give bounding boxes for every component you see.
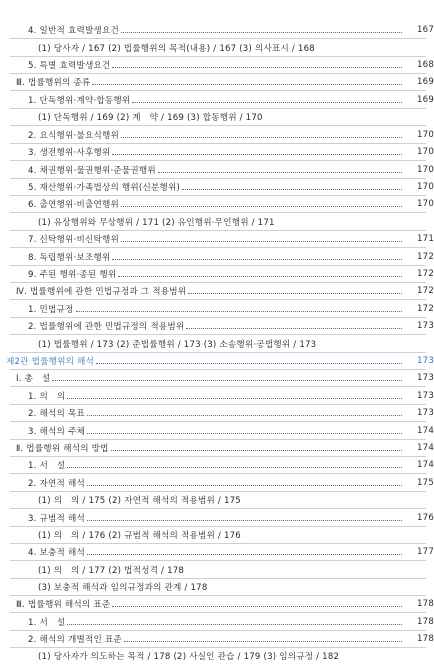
- divider: [10, 439, 426, 440]
- toc-section: [0, 441, 434, 455]
- toc-subentry-text: (3) 보충적 해석과 임의규정과의 관계 / 178: [38, 583, 208, 593]
- toc-entry-page: 178: [416, 634, 434, 644]
- leader-dots: [158, 172, 402, 173]
- toc-entry-page: 171: [416, 234, 434, 244]
- toc-entry-page: 172: [416, 304, 434, 314]
- toc-entry: [0, 424, 434, 438]
- toc-entry-title: 8. 독립행위·보조행위: [28, 253, 111, 263]
- leader-dots: [121, 32, 402, 33]
- toc-subentry-text: (1) 의 의 / 175 (2) 자연적 해석의 적용범위 / 175: [38, 496, 241, 506]
- divider: [10, 334, 426, 335]
- toc-entry-page: 170: [416, 182, 434, 192]
- toc-entry-title: 3. 생전행위·사후행위: [28, 148, 111, 158]
- toc-subentry: [0, 337, 434, 351]
- toc-entry-page: 170: [416, 199, 434, 209]
- toc-subentry-text: (1) 당사자가 의도하는 목적 / 178 (2) 사실인 관습 / 179 (3) 임의규정 / 182: [38, 652, 340, 662]
- divider: [10, 595, 426, 596]
- toc-chapter-title: 제2관 법률행위의 해석: [6, 357, 95, 367]
- toc-entry: [0, 250, 434, 264]
- leader-dots: [111, 450, 402, 451]
- divider: [10, 386, 426, 387]
- leader-dots: [112, 67, 402, 68]
- divider: [10, 491, 426, 492]
- toc-subentry-text: (1) 의 의 / 176 (2) 규범적 해석의 적용범위 / 176: [38, 531, 241, 541]
- leader-dots: [118, 276, 402, 277]
- toc-entry-title: 4. 보충적 해석: [28, 548, 85, 558]
- divider: [10, 543, 426, 544]
- toc-entry-title: 5. 특별 효력발생요건: [28, 61, 111, 71]
- toc-entry: [0, 545, 434, 559]
- divider: [10, 195, 426, 196]
- divider: [10, 317, 426, 318]
- toc-entry: [0, 511, 434, 525]
- divider: [10, 508, 426, 509]
- toc-entry-title: 9. 주된 행위·종된 행위: [28, 270, 117, 280]
- toc-entry-page: 178: [416, 617, 434, 627]
- divider: [10, 421, 426, 422]
- divider: [10, 456, 426, 457]
- toc-entry-page: 178: [416, 599, 434, 609]
- toc-entry: [0, 267, 434, 281]
- divider: [10, 160, 426, 161]
- divider: [10, 352, 426, 353]
- toc-entry: [0, 406, 434, 420]
- divider: [10, 212, 426, 213]
- leader-dots: [121, 137, 402, 138]
- leader-dots: [87, 433, 402, 434]
- toc-subentry-text: (1) 유상행위와 무상행위 / 171 (2) 유인행위·무인행위 / 171: [38, 218, 275, 228]
- leader-dots: [67, 467, 402, 468]
- toc-chapter: [0, 354, 434, 368]
- divider: [10, 282, 426, 283]
- leader-dots: [76, 311, 402, 312]
- leader-dots: [124, 641, 402, 642]
- toc-entry-title: 1. 단독행위·계약·합동행위: [28, 96, 131, 106]
- toc-entry-title: 4. 일반적 효력발생요건: [28, 26, 119, 36]
- toc-entry-page: 174: [416, 426, 434, 436]
- toc-entry-title: 7. 신탁행위·비신탁행위: [28, 235, 119, 245]
- leader-dots: [87, 520, 402, 521]
- divider: [10, 612, 426, 613]
- toc-subentry: [0, 563, 434, 577]
- toc-entry-page: 177: [416, 547, 434, 557]
- toc-subentry: [0, 493, 434, 507]
- divider: [10, 299, 426, 300]
- toc-entry-title: 6. 출연행위·비출연행위: [28, 200, 119, 210]
- toc-entry: [0, 319, 434, 333]
- divider: [10, 473, 426, 474]
- toc-entry-page: 175: [416, 478, 434, 488]
- toc-entry-page: 167: [416, 25, 434, 35]
- leader-dots: [112, 259, 402, 260]
- toc-subentry-text: (1) 법률행위 / 173 (2) 준법률행위 / 173 (3) 소송행위·공법행위 / 173: [38, 340, 317, 350]
- toc-entry-page: 172: [416, 252, 434, 262]
- toc-subentry: [0, 528, 434, 542]
- divider: [10, 369, 426, 370]
- leader-dots: [121, 241, 402, 242]
- divider: [10, 90, 426, 91]
- divider: [10, 247, 426, 248]
- toc-subentry-text: (1) 당사자 / 167 (2) 법률행위의 목적(내용) / 167 (3) 의사표시 / 168: [38, 44, 315, 54]
- toc-entry-title: 2. 요식행위·불요식행위: [28, 131, 119, 141]
- toc-entry: [0, 232, 434, 246]
- toc-entry-title: Ⅰ. 총 설: [16, 374, 51, 384]
- leader-dots: [121, 206, 402, 207]
- toc-entry-page: 169: [416, 77, 434, 87]
- divider: [10, 647, 426, 648]
- divider: [10, 230, 426, 231]
- leader-dots: [67, 398, 402, 399]
- toc-entry-page: 168: [416, 60, 434, 70]
- toc-entry-title: Ⅳ. 법률행위에 관한 민법규정과 그 적용범위: [16, 287, 187, 297]
- toc-subentry: [0, 41, 434, 55]
- toc-entry-title: Ⅲ. 법률행위 해석의 표준: [16, 600, 111, 610]
- toc-subentry: [0, 580, 434, 594]
- toc-entry-page: 174: [416, 460, 434, 470]
- toc-subentry: [0, 215, 434, 229]
- divider: [10, 38, 426, 39]
- toc-section: [0, 75, 434, 89]
- leader-dots: [87, 415, 402, 416]
- toc-entry-page: 174: [416, 443, 434, 453]
- toc-entry-title: 2. 해석의 목표: [28, 409, 85, 419]
- divider: [10, 578, 426, 579]
- toc-entry-page: 173: [416, 321, 434, 331]
- divider: [10, 265, 426, 266]
- leader-dots: [87, 554, 402, 555]
- toc-entry-page: 173: [416, 408, 434, 418]
- toc-entry-page: 170: [416, 165, 434, 175]
- toc-entry: [0, 163, 434, 177]
- divider: [10, 143, 426, 144]
- toc-entry-page: 173: [416, 356, 434, 366]
- toc-entry-title: 5. 재산행위·가족법상의 행위(신분행위): [28, 183, 181, 193]
- toc-entry-title: Ⅲ. 법률행위의 종류: [16, 78, 91, 88]
- toc-entry: [0, 389, 434, 403]
- toc-entry-title: 1. 서 설: [28, 618, 66, 628]
- leader-dots: [112, 154, 402, 155]
- toc-entry-title: 3. 해석의 주체: [28, 427, 85, 437]
- toc-entry-title: 2. 법률행위에 관한 민법규정의 적용범위: [28, 322, 185, 332]
- toc-section: [0, 597, 434, 611]
- leader-dots: [67, 624, 402, 625]
- divider: [10, 178, 426, 179]
- toc-entry-page: 176: [416, 513, 434, 523]
- leader-dots: [186, 328, 402, 329]
- divider: [10, 404, 426, 405]
- leader-dots: [92, 84, 402, 85]
- leader-dots: [87, 485, 402, 486]
- toc-entry-title: Ⅱ. 법률행위 해석의 방법: [16, 444, 109, 454]
- divider: [10, 526, 426, 527]
- divider: [10, 108, 426, 109]
- toc-entry: [0, 615, 434, 629]
- leader-dots: [112, 606, 402, 607]
- toc-entry-page: 173: [416, 373, 434, 383]
- toc-section: [0, 371, 434, 385]
- toc-section: [0, 284, 434, 298]
- toc-entry: [0, 58, 434, 72]
- divider: [10, 56, 426, 57]
- toc-entry: [0, 458, 434, 472]
- leader-dots: [52, 380, 402, 381]
- toc-entry-title: 1. 의 의: [28, 392, 66, 402]
- toc-entry: [0, 476, 434, 490]
- toc-entry: [0, 632, 434, 646]
- toc-subentry-text: (1) 단독행위 / 169 (2) 계 약 / 169 (3) 합동행위 / 170: [38, 113, 263, 123]
- leader-dots: [182, 189, 402, 190]
- toc-subentry: [0, 110, 434, 124]
- toc-entry-title: 2. 자연적 해석: [28, 479, 85, 489]
- toc-entry-title: 1. 민법규정: [28, 305, 74, 315]
- leader-dots: [188, 293, 402, 294]
- toc-entry: [0, 145, 434, 159]
- toc-entry: [0, 302, 434, 316]
- toc-entry: [0, 128, 434, 142]
- toc-entry-page: 173: [416, 391, 434, 401]
- divider: [10, 125, 426, 126]
- divider: [10, 73, 426, 74]
- divider: [10, 630, 426, 631]
- toc-entry-page: 172: [416, 286, 434, 296]
- leader-dots: [96, 363, 402, 364]
- toc-entry: [0, 23, 434, 37]
- toc-entry-page: 170: [416, 130, 434, 140]
- toc-entry-page: 170: [416, 147, 434, 157]
- toc-subentry-text: (1) 의 의 / 177 (2) 법적성격 / 178: [38, 566, 185, 576]
- toc-entry: [0, 197, 434, 211]
- toc-entry-title: 2. 해석의 개별적인 표준: [28, 635, 122, 645]
- divider: [10, 560, 426, 561]
- toc-entry-title: 4. 채권행위·물권행위·준물권행위: [28, 166, 156, 176]
- toc-entry: [0, 93, 434, 107]
- leader-dots: [132, 102, 402, 103]
- toc-entry-title: 3. 규범적 해석: [28, 514, 85, 524]
- toc-subentry: [0, 649, 434, 663]
- toc-entry-page: 169: [416, 95, 434, 105]
- toc-entry-page: 172: [416, 269, 434, 279]
- toc-entry-title: 1. 서 설: [28, 461, 66, 471]
- toc-entry: [0, 180, 434, 194]
